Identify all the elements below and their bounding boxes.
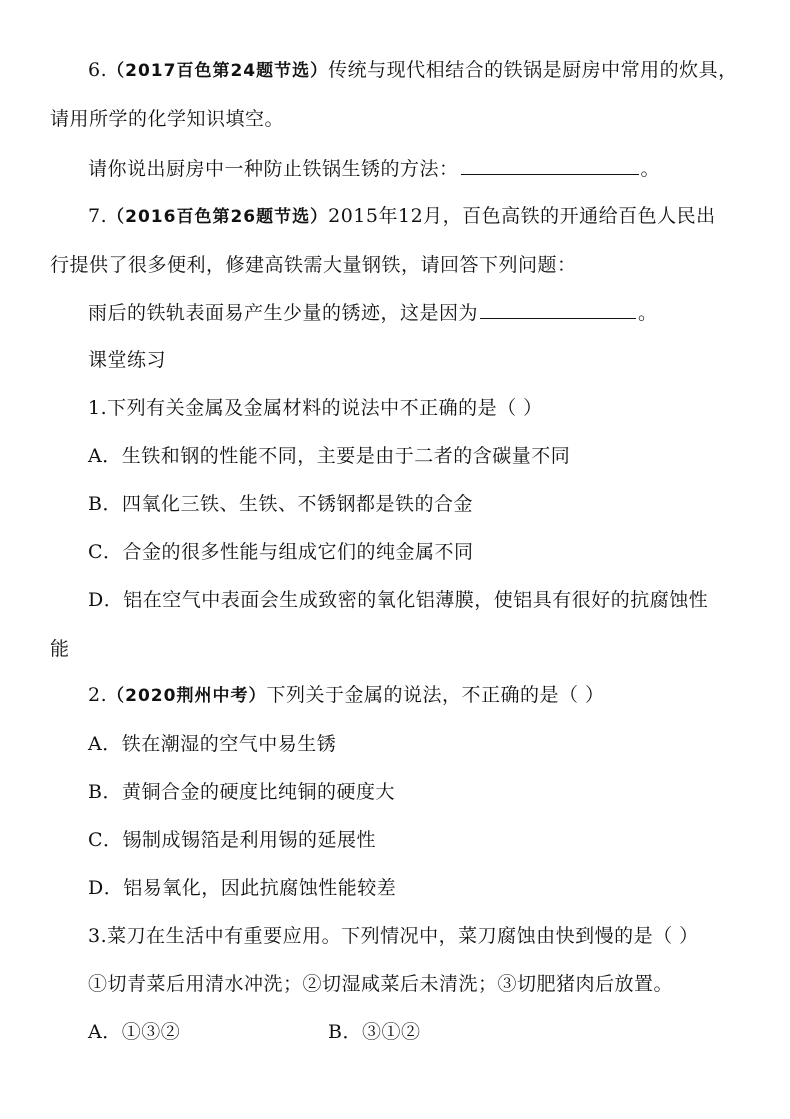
- p1-option-b: B．四氧化三铁、生铁、不锈钢都是铁的合金: [88, 493, 473, 515]
- p3-conditions: ①切青菜后用清水冲洗；②切湿咸菜后未清洗；③切肥猪肉后放置。: [88, 973, 674, 995]
- q7-question: [88, 298, 760, 328]
- p2-option-d: D．铝易氧化，因此抗腐蚀性能较差: [88, 877, 397, 899]
- q7-text-1: 2015年12月，百色高铁的开通给百色人民出: [328, 205, 716, 227]
- q6-text-1: 传统与现代相结合的铁锅是厨房中常用的炊具，: [328, 59, 738, 81]
- p1-option-c: C．合金的很多性能与组成它们的纯金属不同: [88, 541, 474, 563]
- q6-source: （2017百色第24题节选）: [107, 61, 329, 81]
- p3-options: [88, 1017, 760, 1047]
- q7-line-2: 行提供了很多便利，修建高铁需大量钢铁，请回答下列问题：: [50, 254, 577, 276]
- p1-option-d: D．铝在空气中表面会生成致密的氧化铝薄膜，使铝具有很好的抗腐蚀性: [88, 589, 709, 611]
- p1-option-d-wrap: 能: [50, 638, 70, 660]
- q7-line-1: [88, 201, 760, 232]
- p2-number: 2.: [88, 684, 108, 706]
- p2-stem-line: [88, 680, 760, 711]
- q7-number: 7.: [88, 205, 108, 227]
- q6-ask: 请你说出厨房中一种防止铁锅生锈的方法：: [88, 158, 459, 180]
- p2-option-a: A．铁在潮湿的空气中易生锈: [88, 733, 337, 755]
- p2-stem: 下列关于金属的说法，不正确的是（ ）: [266, 684, 605, 706]
- q7-source: （2016百色第26题节选）: [107, 207, 329, 227]
- q6-line-2: 请用所学的化学知识填空。: [50, 108, 285, 130]
- p1-stem: 1.下列有关金属及金属材料的说法中不正确的是（ ）: [88, 397, 543, 419]
- q6-ask-end: 。: [640, 158, 661, 180]
- p2-option-b: B．黄铜合金的硬度比纯铜的硬度大: [88, 781, 395, 803]
- q6-question: [88, 154, 760, 184]
- q7-ask: 雨后的铁轨表面易产生少量的锈迹，这是因为: [88, 302, 479, 324]
- section-title: 课堂练习: [88, 349, 167, 371]
- q7-ask-end: 。: [638, 302, 658, 324]
- q6-line-1: [88, 55, 760, 86]
- p2-option-c: C．锡制成锡箔是利用锡的延展性: [88, 829, 377, 851]
- q6-answer-blank[interactable]: [461, 156, 639, 175]
- q7-answer-blank[interactable]: [480, 300, 636, 319]
- p3-option-a: A．①③②: [88, 1021, 181, 1043]
- p3-option-b: B．③①②: [328, 1021, 421, 1043]
- q6-number: 6.: [88, 59, 108, 81]
- p2-source: （2020荆州中考）: [107, 686, 267, 706]
- p3-stem: 3.菜刀在生活中有重要应用。下列情况中，菜刀腐蚀由快到慢的是（ ）: [88, 925, 699, 947]
- p1-option-a: A．生铁和钢的性能不同，主要是由于二者的含碳量不同: [88, 445, 571, 467]
